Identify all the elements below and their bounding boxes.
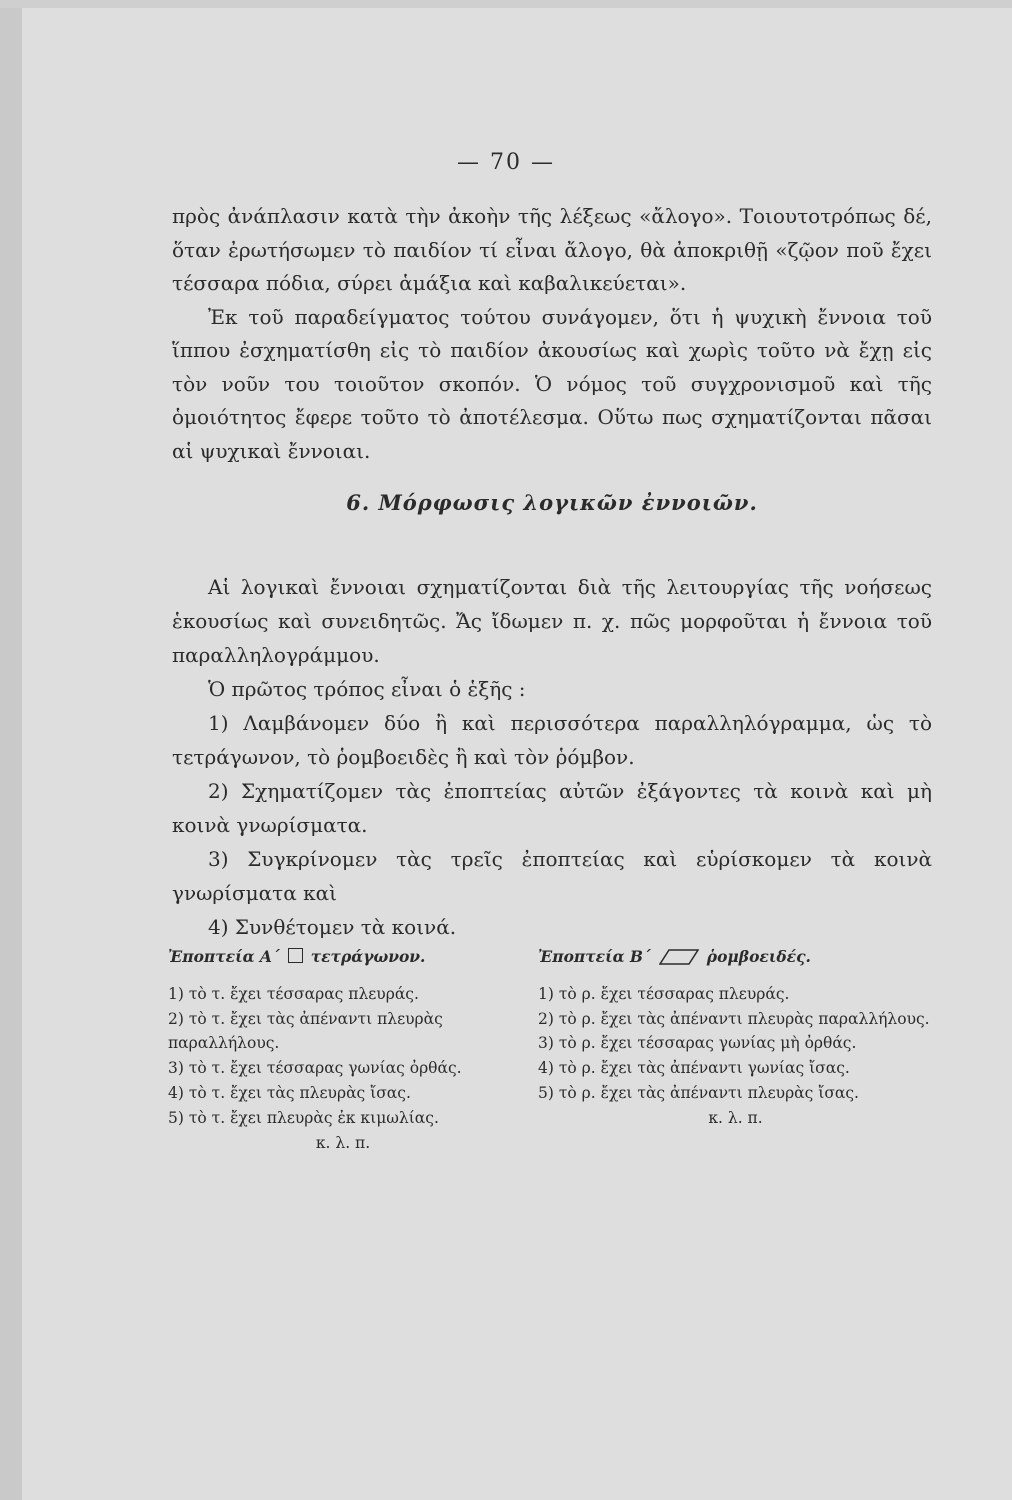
column-rhomboid [538,945,933,1131]
column-rhomboid-title-suffix: ῥομβοειδές. [706,947,811,966]
list-item: 3) τὸ ρ. ἔχει τέσσαρας γωνίας μὴ ὀρθάς. [538,1034,857,1053]
section-heading: 6. Μόρφωσις λογικῶν ἐννοιῶν. [346,490,758,515]
list-item: 4) τὸ τ. ἔχει τὰς πλευρὰς ἴσας. [168,1083,411,1102]
list-item: 2) τὸ τ. ἔχει τὰς ἀπέναντι πλευρὰς παραλλήλους. [168,1009,443,1053]
step-3: 3) Συγκρίνομεν τὰς τρεῖς ἐποπτείας καὶ εὑρίσκομεν τὰ κοινὰ γνωρίσματα καὶ [172,847,932,905]
step-4: 4) Συνθέτομεν τὰ κοινά. [208,915,457,939]
body-text [172,200,932,544]
section-paragraph-1: Αἱ λογικαὶ ἔννοιαι σχηματίζονται διὰ τῆς λειτουργίας τῆς νοήσεως ἑκουσίως καὶ συνειδητῶς. Ἄς ἴδωμεν π. χ. πῶς μορφοῦται ἡ ἔννοια τοῦ παραλληλογράμμου. [172,575,932,667]
column-rhomboid-title-prefix: Ἐποπτεία Β΄ [538,947,651,966]
column-rhomboid-etc: κ. λ. π. [708,1108,763,1127]
rhomboid-icon [659,949,699,965]
column-square-etc: κ. λ. π. [315,1133,371,1152]
list-item: 3) τὸ τ. ἔχει τέσσαρας γωνίας ὀρθάς. [168,1059,462,1078]
column-square-title-suffix: τετράγωνον. [310,947,426,966]
column-rhomboid-title [538,945,933,970]
step-2: 2) Σχηματίζομεν τὰς ἐποπτείας αὐτῶν ἐξάγοντες τὰ κοινὰ καὶ μὴ κοινὰ γνωρίσματα. [172,779,932,837]
column-square-title [168,945,518,970]
list-item: 1) τὸ τ. ἔχει τέσσαρας πλευράς. [168,984,419,1003]
column-rhomboid-list [538,982,933,1131]
list-item: 1) τὸ ρ. ἔχει τέσσαρας πλευράς. [538,984,790,1003]
list-item: 5) τὸ τ. ἔχει πλευρὰς ἐκ κιμωλίας. [168,1108,439,1127]
step-1: 1) Λαμβάνομεν δύο ἢ καὶ περισσότερα παραλληλόγραμμα, ὡς τὸ τετράγωνον, τὸ ῥομβοειδὲς ἢ καὶ τὸν ῥόμβον. [172,711,932,769]
paragraph-2: Ἐκ τοῦ παραδείγματος τούτου συνάγομεν, ὅτι ἡ ψυχικὴ ἔννοια τοῦ ἵππου ἐσχηματίσθη εἰς τὸ παιδίον ἀκουσίως καὶ χωρὶς τοῦτο νὰ ἔχῃ εἰς τὸν νοῦν του τοιοῦτον σκοπόν. Ὁ νόμος τοῦ συγχρονισμοῦ καὶ τῆς ὁμοιότητος ἔφερε τοῦτο τὸ ἀποτέλεσμα. Οὕτω πως σχηματίζονται πᾶσαι αἱ ψυχικαὶ ἔννοιαι. [172,304,932,463]
comparison-columns [168,945,928,1275]
list-item: 4) τὸ ρ. ἔχει τὰς ἀπέναντι γωνίας ἴσας. [538,1059,850,1078]
list-item: 5) τὸ ρ. ἔχει τὰς ἀπέναντι πλευρὰς ἴσας. [538,1083,859,1102]
section-body [172,570,932,944]
square-icon [288,948,303,963]
column-square-list [168,982,518,1156]
page-number: — 70 — [457,150,555,175]
column-square [168,945,518,1155]
paragraph-1: πρὸς ἀνάπλασιν κατὰ τὴν ἀκοὴν τῆς λέξεως «ἄλογο». Τοιουτοτρόπως δέ, ὅταν ἐρωτήσωμεν τὸ παιδίον τί εἶναι ἄλογο, θὰ ἀποκριθῇ «ζῷον ποῦ ἔχει τέσσαρα πόδια, σύρει ἁμάξια καὶ καβαλικεύεται». [172,204,932,295]
page-edge-top [0,0,1012,8]
section-paragraph-2: Ὁ πρῶτος τρόπος εἶναι ὁ ἑξῆς : [208,677,526,701]
column-square-title-prefix: Ἐποπτεία Α΄ [168,947,280,966]
page-edge-left [0,0,22,1500]
list-item: 2) τὸ ρ. ἔχει τὰς ἀπέναντι πλευρὰς παραλλήλους. [538,1009,930,1028]
